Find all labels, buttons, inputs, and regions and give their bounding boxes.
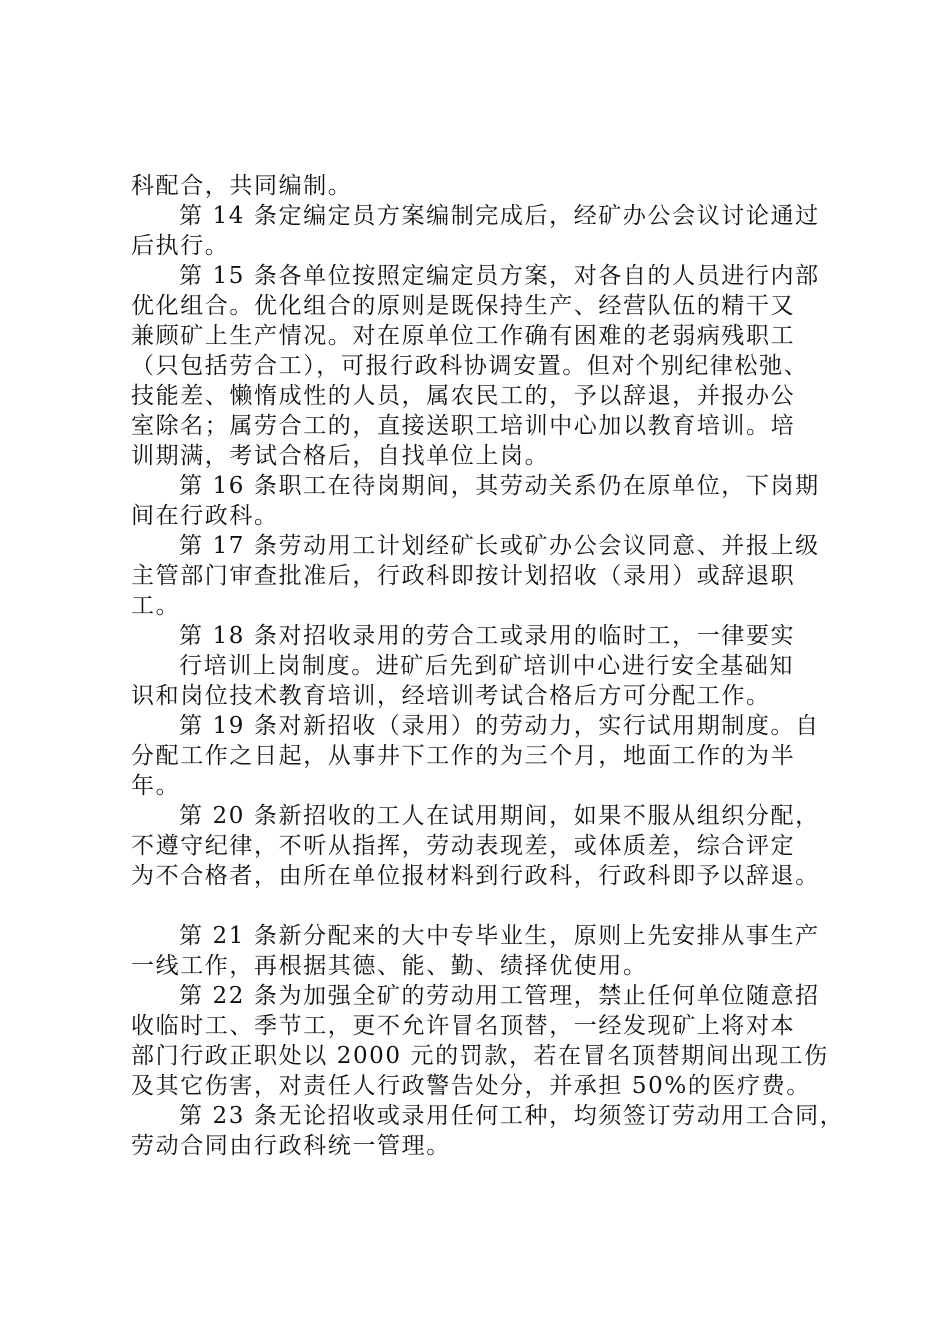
text-line: 室除名；属劳合工的，直接送职工培训中心加以教育培训。培 [131, 413, 796, 439]
text-line: 收临时工、季节工，更不允许冒名顶替，一经发现矿上将对本 [131, 1013, 796, 1039]
article-15 [131, 261, 831, 471]
article-23 [131, 1101, 845, 1161]
text-line: 部门行政正职处以 2000 元的罚款，若在冒名顶替期间出现工伤 [131, 1043, 829, 1069]
text-line: 第 17 条劳动用工计划经矿长或矿办公会议同意、并报上级 [179, 533, 820, 559]
document-body [131, 171, 845, 1161]
text-line: 技能差、懒惰成性的人员，属农民工的，予以辞退，并报办公 [131, 383, 796, 409]
text-line: 第 18 条对招收录用的劳合工或录用的临时工，一律要实 [179, 623, 796, 649]
text-line: 第 16 条职工在待岗期间，其劳动关系仍在原单位，下岗期 [179, 473, 820, 499]
text-line: 工。 [131, 593, 181, 619]
paragraph-continuation [131, 171, 831, 201]
text-line: 行培训上岗制度。进矿后先到矿培训中心进行安全基础知 [179, 653, 794, 679]
text-line: 劳动合同由行政科统一管理。 [131, 1133, 451, 1159]
text-line: 优化组合。优化组合的原则是既保持生产、经营队伍的精干又 [131, 293, 796, 319]
text-line: 第 19 条对新招收（录用）的劳动力，实行试用期制度。自 [179, 713, 820, 739]
article-14 [131, 201, 831, 261]
text-line: 不遵守纪律，不听从指挥，劳动表现差，或体质差，综合评定 [131, 833, 796, 859]
article-22 [131, 981, 831, 1101]
article-17 [131, 531, 831, 621]
text-line: （只包括劳合工），可报行政科协调安置。但对个别纪律松弛、 [131, 353, 809, 379]
text-line: 后执行。 [131, 233, 230, 259]
text-line: 年。 [131, 773, 181, 799]
text-line: 第 15 条各单位按照定编定员方案，对各自的人员进行内部 [179, 263, 820, 289]
text-line: 第 21 条新分配来的大中专毕业生，原则上先安排从事生产 [179, 923, 820, 949]
article-16 [131, 471, 831, 531]
article-20 [131, 801, 831, 891]
text-line: 及其它伤害，对责任人行政警告处分，并承担 50%的医疗费。 [131, 1073, 811, 1099]
text-line: 间在行政科。 [131, 503, 279, 529]
article-19 [131, 711, 831, 801]
text-line: 科配合，共同编制。 [131, 173, 353, 199]
text-line: 第 20 条新招收的工人在试用期间，如果不服从组织分配， [179, 803, 820, 829]
text-line: 训期满，考试合格后，自找单位上岗。 [131, 443, 550, 469]
article-21 [131, 921, 831, 981]
text-line: 识和岗位技术教育培训，经培训考试合格后方可分配工作。 [131, 683, 771, 709]
text-line: 兼顾矿上生产情况。对在原单位工作确有困难的老弱病残职工 [131, 323, 796, 349]
text-line: 为不合格者，由所在单位报材料到行政科，行政科即予以辞退。 [131, 863, 820, 889]
text-line: 第 14 条定编定员方案编制完成后，经矿办公会议讨论通过 [179, 203, 820, 229]
text-line: 第 22 条为加强全矿的劳动用工管理，禁止任何单位随意招 [179, 983, 820, 1009]
text-line: 主管部门审查批准后，行政科即按计划招收（录用）或辞退职 [131, 563, 796, 589]
text-line: 第 23 条无论招收或录用任何工种，均须签订劳动用工合同， [179, 1103, 845, 1129]
text-line: 一线工作，再根据其德、能、勤、绩择优使用。 [131, 953, 648, 979]
paragraph-gap [131, 891, 831, 921]
text-line: 分配工作之日起，从事井下工作的为三个月，地面工作的为半 [131, 743, 796, 769]
article-18 [131, 621, 831, 711]
